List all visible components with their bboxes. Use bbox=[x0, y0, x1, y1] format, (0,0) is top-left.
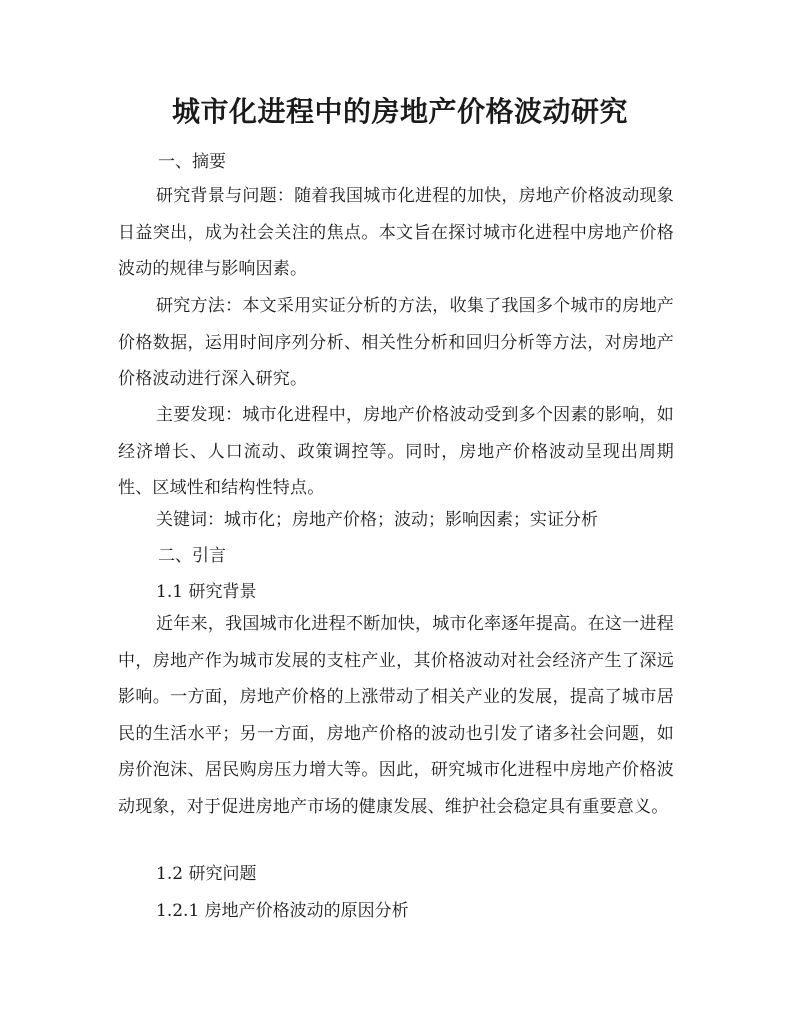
intro-heading: 二、引言 bbox=[158, 546, 226, 566]
abstract-background-paragraph: 研究背景与问题：随着我国城市化进程的加快，房地产价格波动现象日益突出，成为社会关注的焦点。本文旨在探讨城市化进程中房地产价格波动的规律与影响因素。 bbox=[118, 186, 674, 279]
subsection-1-2-heading: 1.2 研究问题 bbox=[156, 864, 257, 884]
keywords-line: 关键词：城市化；房地产价格；波动；影响因素；实证分析 bbox=[156, 510, 598, 530]
abstract-heading: 一、摘要 bbox=[158, 152, 226, 172]
subsection-1-1-heading: 1.1 研究背景 bbox=[156, 582, 257, 602]
subsection-1-2-1-heading: 1.2.1 房地产价格波动的原因分析 bbox=[156, 901, 409, 921]
document-title: 城市化进程中的房地产价格波动研究 bbox=[171, 95, 628, 128]
abstract-findings-paragraph: 主要发现：城市化进程中，房地产价格波动受到多个因素的影响，如经济增长、人口流动、政策调控等。同时，房地产价格波动呈现出周期性、区域性和结构性特点。 bbox=[118, 405, 674, 498]
intro-paragraph: 近年来，我国城市化进程不断加快，城市化率逐年提高。在这一进程中，房地产作为城市发展的支柱产业，其价格波动对社会经济产生了深远影响。一方面，房地产价格的上涨带动了相关产业的发展，提高了城市居民的生活水平；另一方面，房地产价格的波动也引发了诸多社会问题，如房价泡沫、居民购房压力增大等。因此，研究城市化进程中房地产价格波动现象，对于促进房地产市场的健康发展、维护社会稳定具有重要意义。 bbox=[118, 614, 674, 817]
abstract-method-paragraph: 研究方法：本文采用实证分析的方法，收集了我国多个城市的房地产价格数据，运用时间序列分析、相关性分析和回归分析等方法，对房地产价格波动进行深入研究。 bbox=[118, 296, 674, 389]
